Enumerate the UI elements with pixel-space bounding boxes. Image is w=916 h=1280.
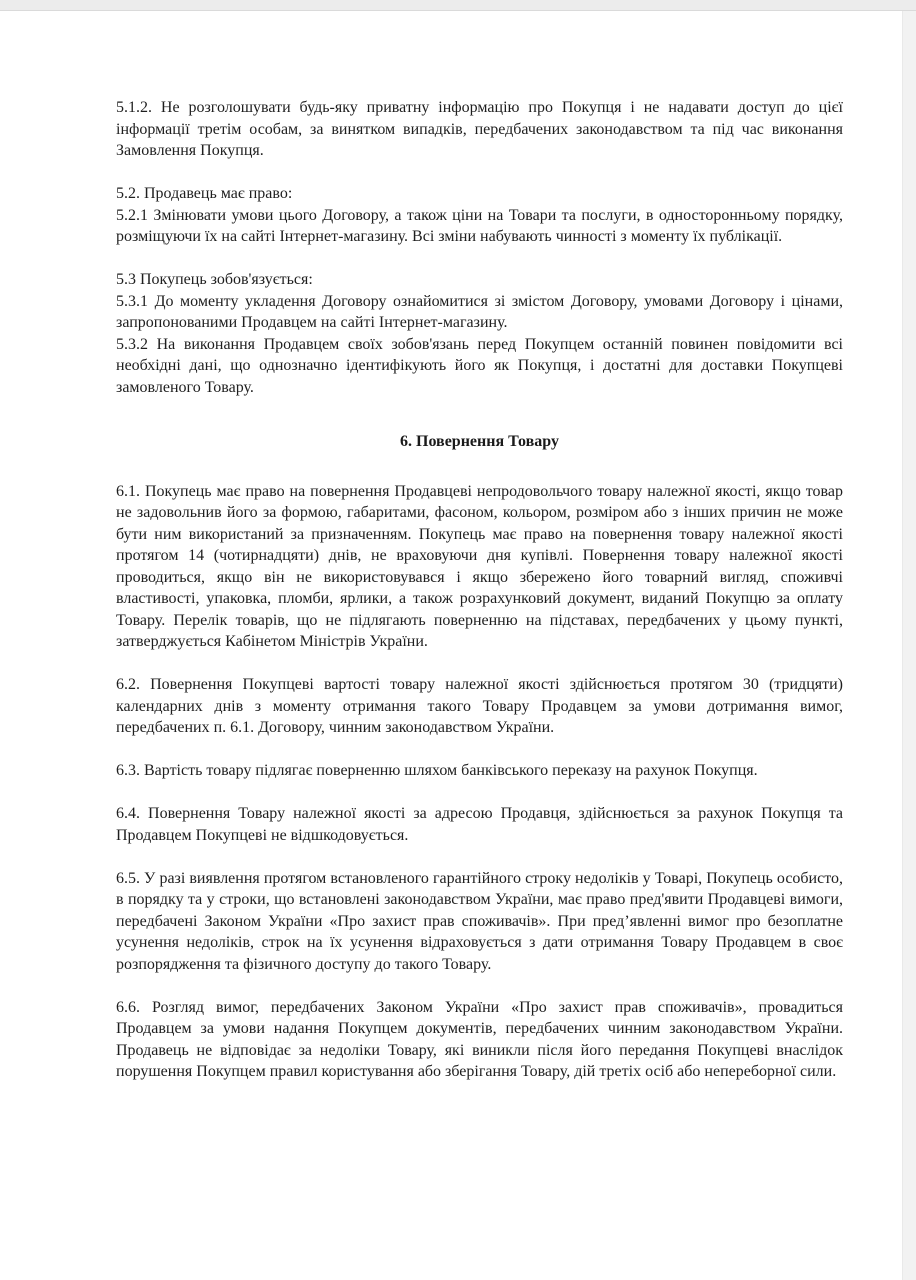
- clause-6-2: 6.2. Повернення Покупцеві вартості товару належної якості здійснюється протягом 30 (тридцяти) календарних днів з моменту отримання такого Товару Продавцем за умови дотримання вимог, передбачених п. 6.1. Договору, чинним законодавством України.: [116, 676, 843, 736]
- clause-5-2-1: 5.2.1 Змінювати умови цього Договору, а також ціни на Товари та послуги, в односторонньому порядку, розміщуючи їх на сайті Інтернет-магазину. Всі зміни набувають чинності з моменту їх публікації.: [116, 206, 843, 245]
- clause-5-3-1: 5.3.1 До моменту укладення Договору ознайомитися зі змістом Договору, умовами Договору і цінами, запропонованими Продавцем на сайті Інтернет-магазину.: [116, 292, 843, 331]
- clause-5-3: 5.3 Покупець зобов'язується:: [116, 271, 313, 288]
- clause-6-6: 6.6. Розгляд вимог, передбачених Законом України «Про захист прав споживачів», провадиться Продавцем за умови надання Покупцем документів, передбачених чинним законодавством України. Продавець не відповідає за недоліки Товару, які виникли після його передання Покупцеві внаслідок порушення Покупцем правил користування або зберігання Товару, дій третіх осіб або непереборної сили.: [116, 998, 843, 1080]
- clause-group-5-2: [116, 183, 843, 248]
- clause-5-2: 5.2. Продавець має право:: [116, 185, 293, 202]
- scrollbar-track[interactable]: [902, 11, 916, 1280]
- top-bar: [0, 0, 916, 11]
- clause-6-5: 6.5. У разі виявлення протягом встановленого гарантійного строку недоліків у Товарі, Покупець особисто, в порядку та у строки, що встановлені законодавством України, має право пред'явити Продавцеві вимоги, передбачені Законом України «Про захист прав споживачів». При пред’явленні вимог про безоплатне усунення недоліків, строк на їх усунення відраховується з дати отримання Товару Продавцем в своє розпорядження та фізичного доступу до такого Товару.: [116, 869, 843, 973]
- clause-6-1: 6.1. Покупець має право на повернення Продавцеві непродовольчого товару належної якості, якщо товар не задовольнив його за формою, габаритами, фасоном, кольором, розміром або з інших причин не може бути ним використаний за призначенням. Покупець має право на повернення товару належної якості протягом 14 (чотирнадцяти) днів, не враховуючи дня купівлі. Повернення товару належної якості проводиться, якщо він не використовувався і якщо збережено його товарний вигляд, споживчі властивості, упаковка, пломби, ярлики, а також розрахунковий документ, виданий Покупцю за оплату Товару. Перелік товарів, що не підлягають поверненню на підставах, передбачених у цьому пункті, затверджується Кабінетом Міністрів України.: [116, 482, 843, 650]
- clause-6-4: 6.4. Повернення Товару належної якості за адресою Продавця, здійснюється за рахунок Покупця та Продавцем Покупцеві не відшкодовується.: [116, 805, 843, 844]
- clause-5-1-2: 5.1.2. Не розголошувати будь-яку приватну інформацію про Покупця і не надавати доступ до цієї інформації третім особам, за винятком випадків, передбачених законодавством та під час виконання Замовлення Покупця.: [116, 99, 843, 159]
- contract-text: [116, 97, 843, 1083]
- clause-group-5-3: [116, 269, 843, 398]
- clause-5-3-2: 5.3.2 На виконання Продавцем своїх зобов'язань перед Покупцем останній повинен повідомити всі необхідні дані, що однозначно ідентифікують його як Покупця, і достатні для доставки Покупцеві замовленого Товару.: [116, 335, 843, 396]
- clause-6-3: 6.3. Вартість товару підлягає поверненню шляхом банківського переказу на рахунок Покупця.: [116, 762, 758, 779]
- section-6-heading: 6. Повернення Товару: [400, 433, 559, 450]
